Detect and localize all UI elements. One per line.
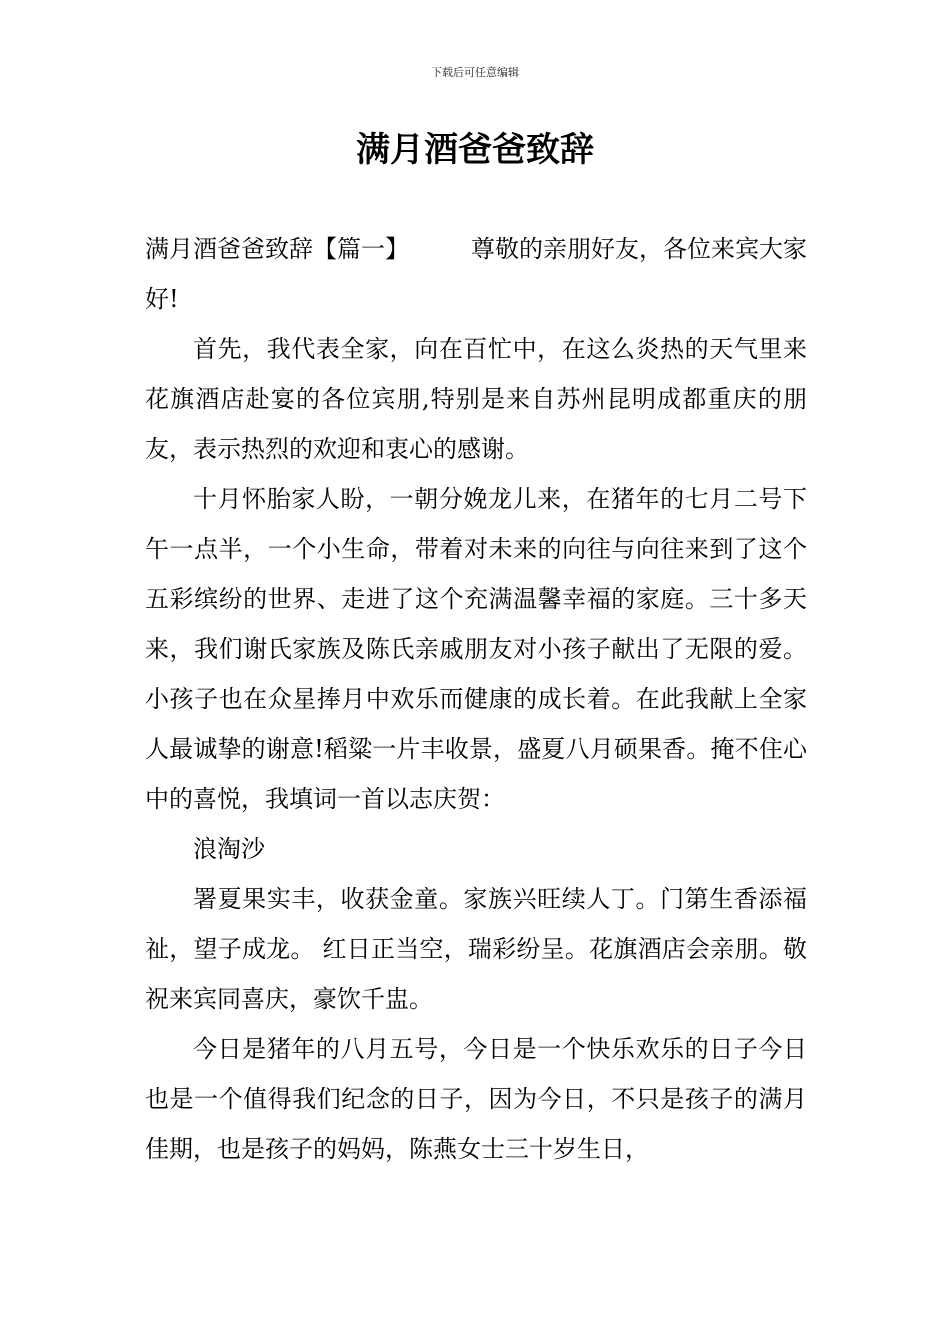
paragraph: 今日是猪年的八月五号，今日是一个快乐欢乐的日子今日也是一个值得我们纪念的日子，因为今日，不只是孩子的满月佳期，也是孩子的妈妈，陈燕女士三十岁生日， xyxy=(145,1035,807,1163)
document-body xyxy=(145,224,807,1174)
header-note: 下载后可任意编辑 xyxy=(431,66,519,79)
paragraph: 十月怀胎家人盼，一朝分娩龙儿来，在猪年的七月二号下午一点半，一个小生命，带着对未来的向往与向往来到了这个五彩缤纷的世界、走进了这个充满温馨幸福的家庭。三十多天来，我们谢氏家族及陈氏亲戚朋友对小孩子献出了无限的爱。小孩子也在众星捧月中欢乐而健康的成长着。在此我献上全家人最诚挚的谢意!稻粱一片丰收景，盛夏八月硕果香。掩不住心中的喜悦，我填词一首以志庆贺： xyxy=(145,485,807,813)
document-title: 满月酒爸爸致辞 xyxy=(356,130,594,170)
paragraph: 署夏果实丰，收获金童。家族兴旺续人丁。门第生香添福祉，望子成龙。 红日正当空，瑞彩纷呈。花旗酒店会亲朋。敬祝来宾同喜庆，豪饮千盅。 xyxy=(145,885,807,1013)
section-heading: 满月酒爸爸致辞【篇一】 xyxy=(145,235,409,263)
greeting-text: 尊敬的亲朋好友，各位来宾大家好! xyxy=(145,235,807,313)
paragraph: 首先，我代表全家，向在百忙中，在这么炎热的天气里来花旗酒店赴宴的各位宾朋,特别是来自苏州昆明成都重庆的朋友，表示热烈的欢迎和衷心的感谢。 xyxy=(145,335,807,463)
poem-title: 浪淘沙 xyxy=(193,835,265,863)
paragraph-opening xyxy=(145,224,807,324)
